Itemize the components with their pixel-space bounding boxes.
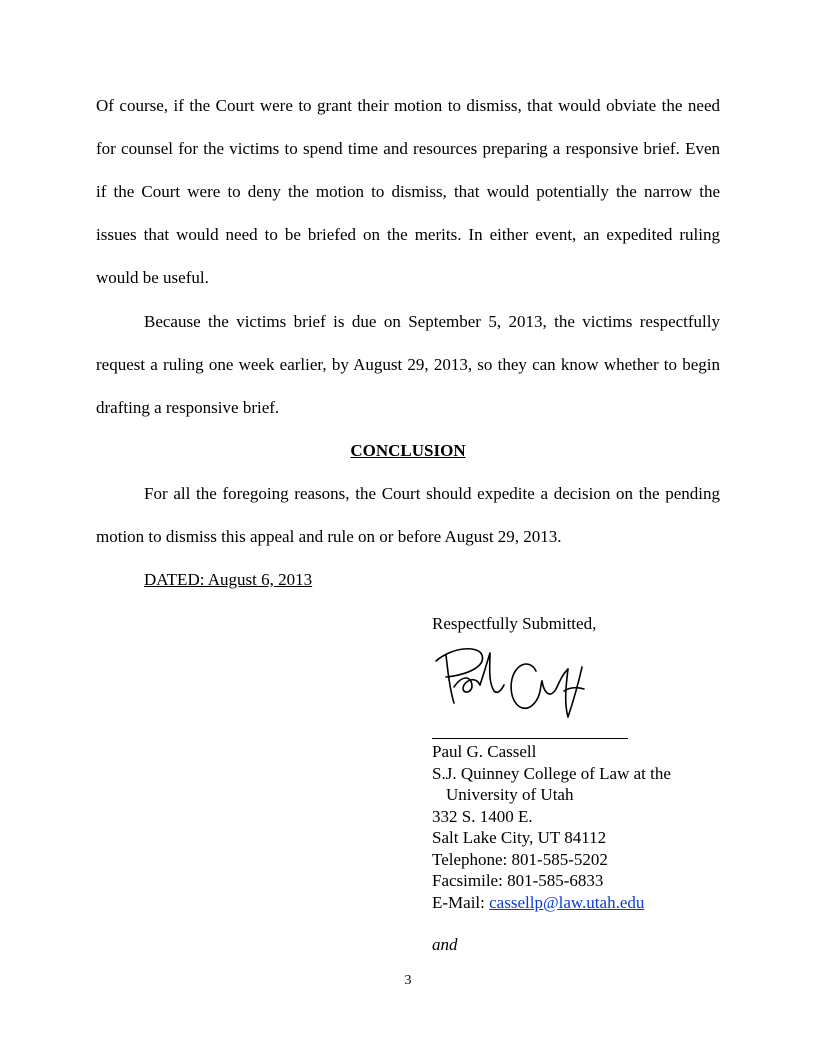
- institution-line-1: S.J. Quinney College of Law at the: [432, 763, 671, 783]
- and-text: and: [432, 935, 458, 954]
- dated-line: DATED: August 6, 2013: [144, 570, 313, 589]
- institution-line-2: University of Utah: [446, 785, 574, 804]
- address-street: 332 S. 1400 E.: [432, 806, 533, 826]
- email-label: E-Mail:: [432, 892, 490, 912]
- handwritten-signature: [432, 645, 592, 725]
- closing-line: Respectfully Submitted,: [432, 614, 597, 633]
- telephone-line: Telephone: 801-585-5202: [432, 849, 608, 869]
- signer-name: Paul G. Cassell: [432, 742, 537, 761]
- page-number: 3: [404, 973, 412, 988]
- conclusion-paragraph: For all the foregoing reasons, the Court should expedite a decision on the pending motion to dismiss this appeal and rule on or before August 29, 2013.: [96, 484, 720, 546]
- email-link[interactable]: cassellp@law.utah.edu: [489, 892, 645, 912]
- facsimile-line: Facsimile: 801-585-6833: [432, 871, 604, 890]
- signature-line: [432, 738, 628, 739]
- body-paragraph-1: Of course, if the Court were to grant their motion to dismiss, that would obviate the need for counsel for the victims to spend time and resources preparing a responsive brief. Even if the Court were to deny the motion to dismiss, that would potentially the narrow the issues that would need to be briefed on the merits. In either event, an expedited ruling would be useful.: [96, 96, 720, 287]
- conclusion-heading: CONCLUSION: [350, 441, 466, 460]
- signature-block: [432, 741, 671, 913]
- email-line: [432, 892, 671, 914]
- body-paragraph-2: Because the victims brief is due on September 5, 2013, the victims respectfully request a ruling one week earlier, by August 29, 2013, so they can know whether to begin drafting a responsive brief.: [96, 312, 720, 417]
- address-city: Salt Lake City, UT 84112: [432, 828, 607, 847]
